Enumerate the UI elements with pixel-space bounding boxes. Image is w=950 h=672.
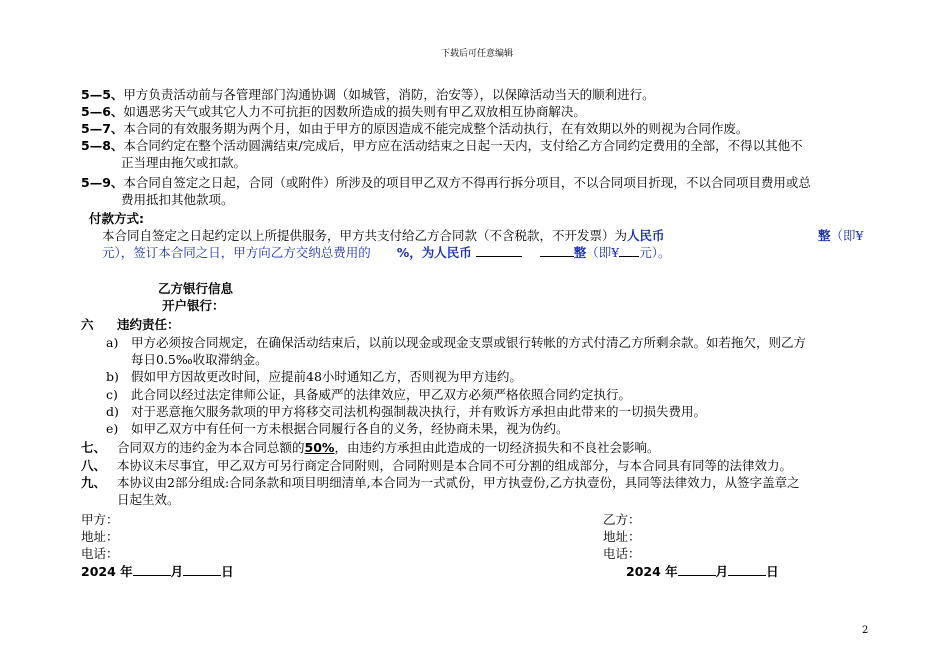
payment-percent: %，为 [396, 245, 435, 260]
payment-end: 元）。 [639, 245, 671, 260]
party-b-phone: 电话： [603, 546, 641, 561]
page-header-note: 下载后可任意编辑 [441, 49, 514, 59]
clause-5-9-cont: 费用抵扣其他款项。 [121, 192, 234, 207]
payment-amount-tail [818, 227, 863, 244]
breach-item-c: 此合同以经过法定律师公证，具备威严的法律效应，甲乙双方必须严格依照合同约定执行。 [131, 387, 632, 402]
section-9-cont: 日起生效。 [117, 492, 180, 507]
payment-yuan: 元），签订本合同之日，甲方向乙方交纳总费用的 [102, 245, 371, 260]
clause-5-7 [81, 120, 748, 137]
date-day: 日 [766, 564, 779, 579]
clause-text: 本合同自签定之日起，合同（或附件）所涉及的项目甲乙双方不得再行拆分项目，不以合同项目折现，不以合同项目费用或总 [123, 175, 811, 190]
breach-item-a-cont: 每日0.5‰收取滞纳金。 [131, 352, 268, 367]
date-month: 月 [170, 564, 184, 579]
breach-item-d-label: d) [106, 404, 119, 419]
clause-number: 5—8、 [81, 138, 124, 153]
breach-item-a-label: a) [106, 335, 119, 350]
section-7-text-a: 合同双方的违约金为本合同总额的 [117, 440, 305, 455]
payment-ji: （即¥ [830, 228, 864, 243]
date-month-blank[interactable] [133, 563, 171, 576]
date-day: 日 [221, 564, 234, 579]
clause-text: 本合同的有效服务期为两个月，如由于甲方的原因造成不能完成整个活动执行，在有效期以外的则视为合同作废。 [123, 121, 749, 136]
payment-blank-1[interactable] [476, 244, 522, 257]
section-8-number: 八、 [81, 458, 107, 473]
date-year: 2024 年 [81, 564, 133, 579]
clause-text: 本合同约定在整个活动圆满结束/完成后，甲方应在活动结束之日起一天内，支付给乙方合同约定费用的全部，不得以其他不 [123, 138, 803, 153]
clause-number: 5—7、 [81, 121, 124, 136]
clause-number: 5—9、 [81, 175, 124, 190]
payment-rmb: 人民币 [627, 228, 665, 243]
bank-title: 乙方银行信息 [158, 281, 234, 296]
breach-item-e-label: e) [106, 421, 119, 436]
party-a-address: 地址： [81, 529, 119, 544]
clause-5-8 [81, 137, 803, 154]
party-b-address: 地址： [603, 529, 641, 544]
clause-5-5 [81, 86, 655, 103]
section-7 [117, 439, 659, 456]
payment-line-2 [102, 244, 671, 261]
section-7-number: 七、 [81, 440, 107, 455]
breach-number: 六 [81, 317, 94, 332]
breach-item-b: 假如甲方因故更改时间，应提前48小时通知乙方，否则视为甲方违约。 [131, 369, 522, 384]
section-7-text-b: ，由违约方承担由此造成的一切经济损失和不良社会影响。 [334, 440, 660, 455]
clause-number: 5—5、 [81, 87, 124, 102]
payment-line-1 [102, 227, 665, 244]
party-b-label: 乙方： [603, 512, 641, 527]
party-b-date [626, 563, 779, 580]
breach-item-b-label: b) [106, 369, 119, 384]
breach-item-e: 如甲乙双方中有任何一方未根据合同履行各自的义务，经协商未果，视为伪约。 [131, 421, 569, 436]
clause-text: 如遇恶劣天气或其它人力不可抗拒的因数所造成的损失则有甲乙双放相互协商解决。 [123, 104, 586, 119]
party-a-date [81, 563, 234, 580]
payment-ji-2: （即¥ [586, 245, 620, 260]
payment-rmb-2: 人民币 [434, 245, 472, 260]
clause-number: 5—6、 [81, 104, 124, 119]
clause-5-8-cont: 正当理由拖欠或扣款。 [121, 155, 247, 170]
clause-5-9 [81, 174, 811, 191]
breach-item-a: 甲方必须按合同规定，在确保活动结束后，以前以现金或现金支票或银行转帐的方式付清乙方所剩余款。如若拖欠，则乙方 [131, 335, 807, 350]
date-month: 月 [715, 564, 729, 579]
breach-item-d: 对于恶意拖欠服务款项的甲方将移交司法机构强制裁决执行，并有败诉方承担由此带来的一切损失费用。 [131, 404, 707, 419]
party-a-label: 甲方： [81, 512, 119, 527]
section-8: 本协议未尽事宜，甲乙双方可另行商定合同附则，合同附则是本合同不可分割的组成部分，与本合同具有同等的法律效力。 [117, 458, 793, 473]
page-number: 2 [862, 625, 869, 636]
clause-5-6 [81, 103, 586, 120]
party-a-phone: 电话： [81, 546, 119, 561]
section-7-percent: 50% [304, 440, 335, 455]
payment-blank-3[interactable] [619, 244, 639, 257]
section-9: 本协议由2部分组成:合同条款和项目明细清单,本合同为一式贰份，甲方执壹份,乙方执壹份，具同等法律效力，从签字盖章之 [117, 475, 800, 490]
date-month-blank[interactable] [678, 563, 716, 576]
payment-blank-2[interactable] [540, 244, 574, 257]
payment-zheng: 整 [818, 228, 831, 243]
date-day-blank[interactable] [183, 563, 221, 576]
payment-text: 本合同自签定之日起约定以上所提供服务，甲方共支付给乙方合同款（不含税款，不开发票）为 [102, 228, 628, 243]
clause-text: 甲方负责活动前与各管理部门沟通协调（如城管，消防，治安等），以保障活动当天的顺利进行。 [123, 87, 655, 102]
payment-title: 付款方式: [89, 211, 144, 226]
payment-zheng-2: 整 [573, 245, 587, 260]
breach-title: 违约责任： [117, 317, 180, 332]
section-9-number: 九、 [81, 475, 107, 490]
bank-account: 开户银行： [162, 298, 225, 313]
date-day-blank[interactable] [728, 563, 766, 576]
breach-item-c-label: c) [106, 387, 118, 402]
date-year: 2024 年 [626, 564, 678, 579]
